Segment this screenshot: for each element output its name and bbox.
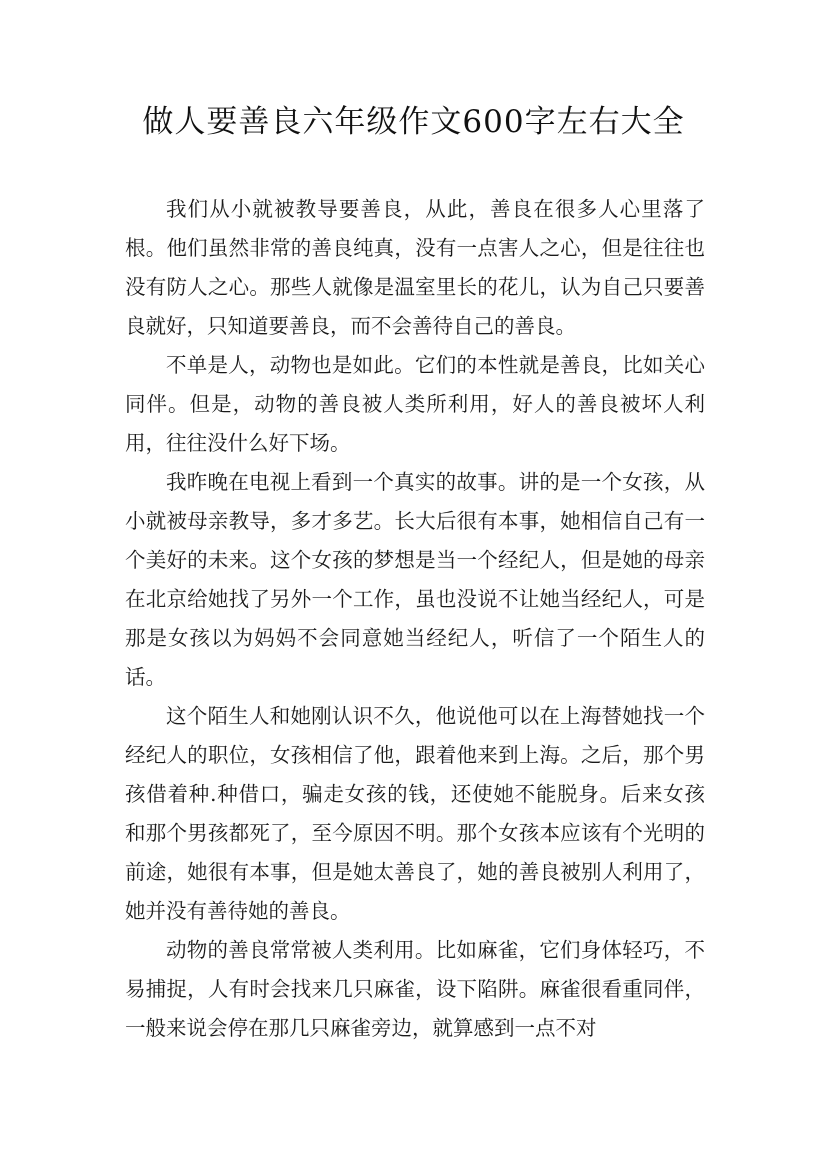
- paragraph-4: 这个陌生人和她刚认识不久，他说他可以在上海替她找一个经纪人的职位，女孩相信了他，跟着他来到上海。之后，那个男孩借着种.种借口，骗走女孩的钱，还使她不能脱身。后来女孩和那个男孩都死了，至今原因不明。那个女孩本应该有个光明的前途，她很有本事，但是她太善良了，她的善良被别人利用了，她并没有善待她的善良。: [125, 704, 705, 923]
- paragraph-1: 我们从小就被教导要善良，从此，善良在很多人心里落了根。他们虽然非常的善良纯真，没有一点害人之心，但是往往也没有防人之心。那些人就像是温室里长的花儿，认为自己只要善良就好，只知道要善良，而不会善待自己的善良。: [125, 197, 705, 338]
- paragraph-3: 我昨晚在电视上看到一个真实的故事。讲的是一个女孩，从小就被母亲教导，多才多艺。长大后很有本事，她相信自己有一个美好的未来。这个女孩的梦想是当一个经纪人，但是她的母亲在北京给她找了另外一个工作，虽也没说不让她当经纪人，可是那是女孩以为妈妈不会同意她当经纪人，听信了一个陌生人的话。: [125, 470, 705, 689]
- paragraph-2: 不单是人，动物也是如此。它们的本性就是善良，比如关心同伴。但是，动物的善良被人类所利用，好人的善良被坏人利用，往往没什么好下场。: [125, 353, 705, 455]
- paragraph-5: 动物的善良常常被人类利用。比如麻雀，它们身体轻巧，不易捕捉，人有时会找来几只麻雀，设下陷阱。麻雀很看重同伴，一般来说会停在那几只麻雀旁边，就算感到一点不对: [125, 938, 705, 1040]
- document-title: 做人要善良六年级作文600字左右大全: [142, 104, 685, 140]
- document-body: [125, 190, 705, 1048]
